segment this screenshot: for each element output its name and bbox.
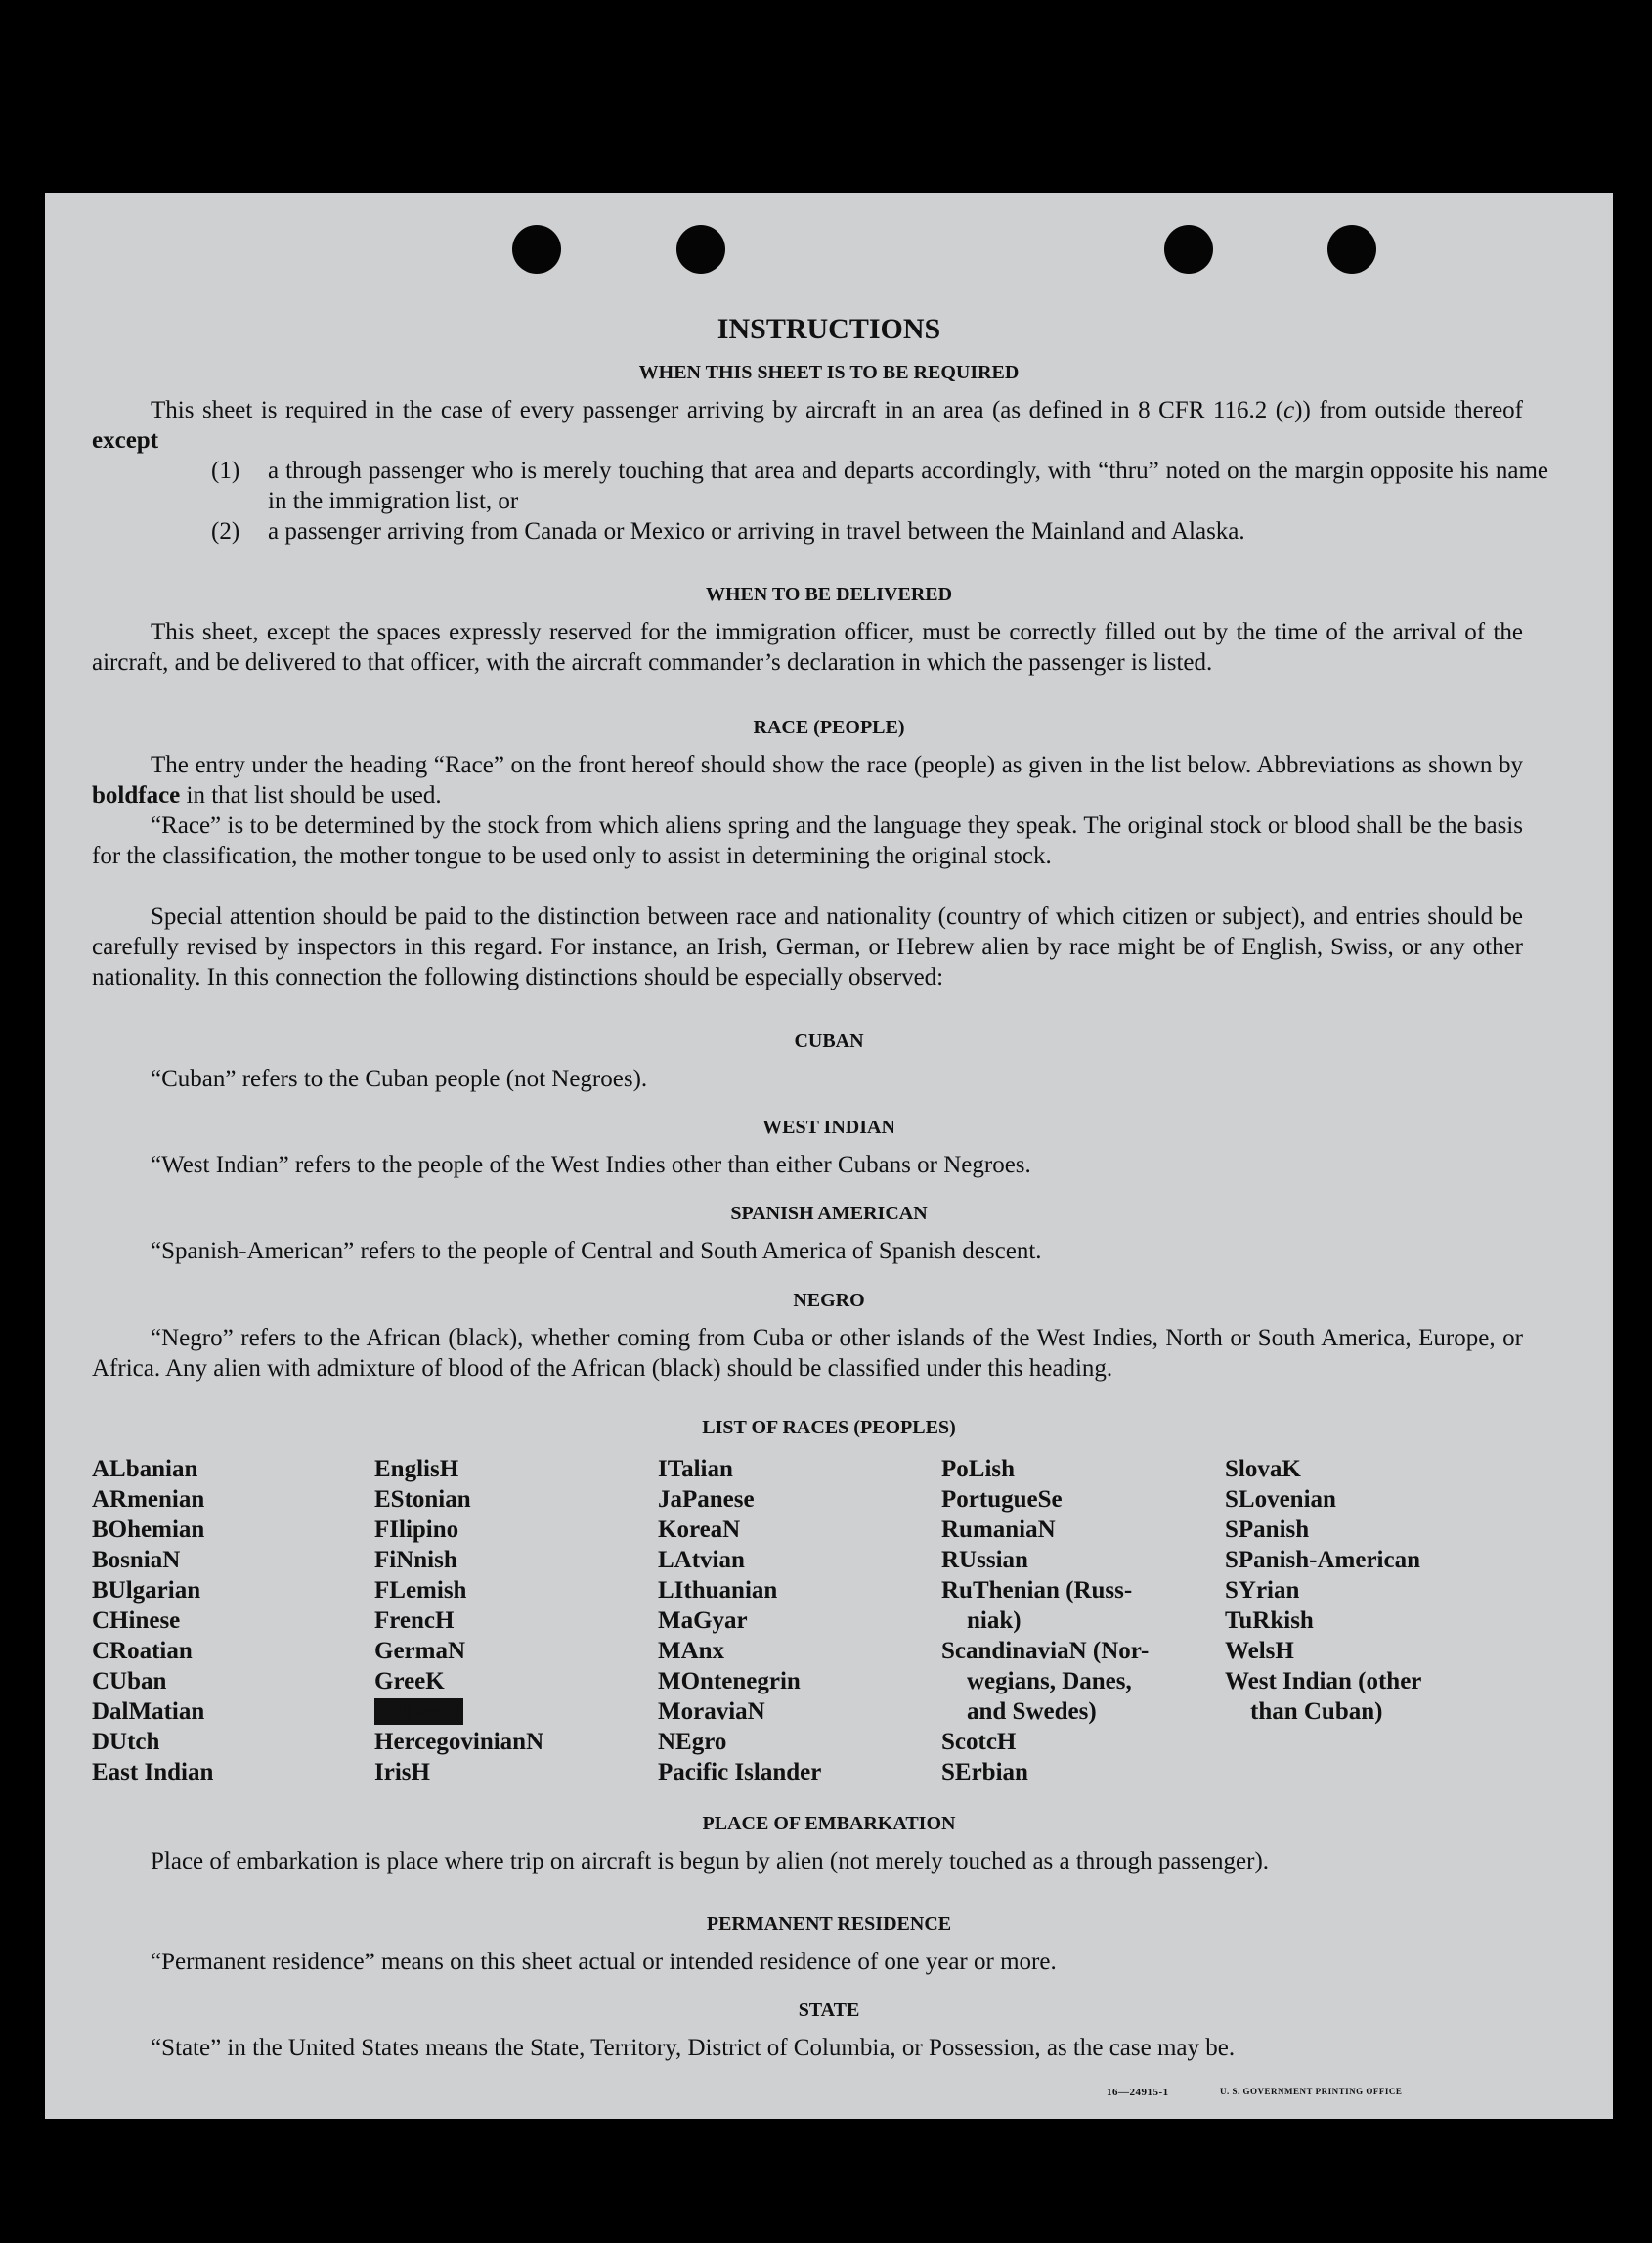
- race-list-item: ScotcH: [941, 1729, 1017, 1755]
- race-list-item: BosniaN: [92, 1547, 181, 1573]
- race-list-item: TuRkish: [1225, 1607, 1314, 1634]
- races-column-1: [92, 1454, 213, 1787]
- heading-negro: NEGRO: [793, 1290, 865, 1311]
- race-list-item: SLovenian: [1225, 1486, 1336, 1513]
- race-list-item: CRoatian: [92, 1638, 193, 1664]
- race-list-item: ALbanian: [92, 1456, 198, 1482]
- race-paragraph-3: Special attention should be paid to the distinction between race and nationality (country of which citizen or subject), and entries should be carefully revised by inspectors in this regard. For instance, an Irish, German, or Hebrew alien by race might be of English, Swiss, or any other nationality. In this connection the following distinctions should be especially observed:: [92, 903, 1523, 990]
- west-indian-text: “West Indian” refers to the people of the West Indies other than either Cubans or Negroes.: [151, 1152, 1031, 1178]
- race-list-item: FIlipino: [374, 1517, 459, 1543]
- races-column-2: [374, 1454, 543, 1787]
- race-list-item: RUssian: [941, 1547, 1028, 1573]
- race-list-item: ARmenian: [92, 1486, 205, 1513]
- heading-race: RACE (PEOPLE): [753, 717, 905, 738]
- heading-when-required: WHEN THIS SHEET IS TO BE REQUIRED: [638, 362, 1020, 383]
- race-list-item: SErbian: [941, 1759, 1028, 1785]
- race-list-item: GreeK: [374, 1668, 445, 1694]
- heading-embarkation: PLACE OF EMBARKATION: [702, 1813, 956, 1834]
- race-list-item: IrisH: [374, 1759, 430, 1785]
- race-list-item: WelsH: [1225, 1638, 1294, 1664]
- race-list-item: PoLish: [941, 1456, 1016, 1482]
- punch-hole: [1164, 225, 1213, 274]
- race-list-item: DalMatian: [92, 1698, 205, 1725]
- negro-text: “Negro” refers to the African (black), whether coming from Cuba or other islands of the West Indies, North or South America, Europe, or Africa. Any alien with admixture of blood of the African (black) should be classified under this heading.: [92, 1325, 1523, 1382]
- race-list-item: and Swedes): [967, 1698, 1097, 1725]
- heading-when-delivered: WHEN TO BE DELIVERED: [705, 584, 953, 605]
- when-delivered-text: This sheet, except the spaces expressly reserved for the immigration officer, must be correctly filled out by the time of the arrival of the aircraft, and be delivered to that officer, with the aircraft commander’s declaration in which the passenger is listed.: [92, 619, 1523, 676]
- races-column-4: [941, 1454, 1149, 1787]
- race-list-item: LIthuanian: [658, 1577, 778, 1604]
- race-list-item: HebreW: [374, 1698, 464, 1725]
- heading-spanish-american: SPANISH AMERICAN: [730, 1203, 928, 1224]
- race-list-item: than Cuban): [1250, 1698, 1383, 1725]
- race-list-item: Pacific Islander: [658, 1759, 822, 1785]
- race-list-item: HercegovinianN: [374, 1729, 544, 1755]
- heading-state: STATE: [798, 2000, 860, 2021]
- race-list-item: EnglisH: [374, 1456, 459, 1482]
- race-list-item: CHinese: [92, 1607, 181, 1634]
- races-column-3: [658, 1454, 821, 1787]
- race-list-item: ITalian: [658, 1456, 733, 1482]
- race-list-item: RuThenian (Russ-: [941, 1577, 1133, 1604]
- cuban-text: “Cuban” refers to the Cuban people (not Negroes).: [151, 1066, 648, 1092]
- race-list-item: BUlgarian: [92, 1577, 201, 1604]
- race-paragraph-1: The entry under the heading “Race” on the front hereof should show the race (people) as given in the list below. Abbreviations as shown by boldface in that list should be used.: [92, 752, 1523, 809]
- race-list-item: JaPanese: [658, 1486, 755, 1513]
- embarkation-text: Place of embarkation is place where trip on aircraft is begun by alien (not merely touched as a through passenger).: [151, 1848, 1270, 1874]
- punch-hole: [676, 225, 725, 274]
- race-list-item: BOhemian: [92, 1517, 205, 1543]
- race-list-item: MaGyar: [658, 1607, 748, 1634]
- punch-hole: [512, 225, 561, 274]
- race-list-item: niak): [967, 1607, 1022, 1634]
- race-list-item: East Indian: [92, 1759, 214, 1785]
- heading-cuban: CUBAN: [794, 1031, 864, 1052]
- race-list-item: West Indian (other: [1225, 1668, 1422, 1694]
- document-sheet: INSTRUCTIONS WHEN THIS SHEET IS TO BE REQUIRED This sheet is required in the case of every passenger arriving by aircraft in an area (as defined in 8 CFR 116.2 (c)) from outside thereof except (1) a through passenger who is merely touching that area and departs accordingly, with “thru” noted on the margin opposite his name in the immigration list, or (2) a passenger arriving from Canada or Mexico or arriving in travel between the Mainland and Alaska. WHEN TO BE DELIVERED This sheet, except the spaces expressly reserved for the immigration officer, must be correctly filled out by the time of the arrival of the aircraft, and be delivered to that officer, with the aircraft commander’s declaration in which the passenger is listed. RACE (PEOPLE) The entry under the heading “Race” on the front hereof should show the race (people) as given in the list below. Abbreviations as shown by boldface in that list should be used. “Race” is to be determined by the stock from which aliens spring and the language they speak. The original stock or blood shall be the basis for the classification, the mother tongue to be used only to assist in determining the original stock. Special attention should be paid to the distinction between race and nationality (country of which citizen or subject), and entries should be carefully revised by inspectors in this regard. For instance, an Irish, German, or Hebrew alien by race might be of English, Swiss, or any other nationality. In this connection the following distinctions should be especially observed: CUBAN “Cuban” refers to the Cuban people (not Negroes). WEST INDIAN “West Indian” refers to the people of the West Indies other than either Cubans or Negroes. SPANISH AMERICAN “Spanish-American” refers to the people of Central and South America of Spanish descent. NEGRO “Negro” refers to the African (black), whether coming from Cuba or other islands of the West Indies, North or South America, Europe, or Africa. Any alien with admixture of blood of the African (black) should be classified under this heading. LIST OF RACES (PEOPLES) ALbanian ARmenian BOhemian BosniaN BUlgarian CHinese CRoatian CUban DalMatian DUtch East Indian EnglisH EStonian FIlipino FiNnish FLemish FrencH GermaN GreeK HebreW HercegovinianN IrisH ITalian JaPanese KoreaN LAtvian LIthuanian MaGyar MAnx MOntenegrin MoraviaN NEgro Pacific Islander PoLish PortugueSe RumaniaN RUssian RuThenian (Russ- niak) ScandinaviaN (Nor- wegians, Danes, and Swedes) ScotcH SErbian SlovaK SLovenian SPanish SPanish-American SYrian TuRkish WelsH West Indian (other than Cuban) PLACE OF EMBARKATION Place of embarkation is place where trip on aircraft is begun by alien (not merely touched as a through passenger). PERMANENT RESIDENCE “Permanent residence” means on this sheet actual or intended residence of one year or more. STATE “State” in the United States means the State, Territory, District of Columbia, or Possession, as the case may be. 16—24915-1 U. S. GOVERNMENT PRINTING OFFICE: [45, 193, 1613, 2119]
- punch-hole: [1327, 225, 1376, 274]
- race-list-item: SYrian: [1225, 1577, 1300, 1604]
- heading-list-of-races: LIST OF RACES (PEOPLES): [702, 1417, 956, 1438]
- race-list-item: EStonian: [374, 1486, 471, 1513]
- residence-text: “Permanent residence” means on this sheet actual or intended residence of one year or more.: [151, 1949, 1057, 1975]
- race-list-item: PortugueSe: [941, 1486, 1063, 1513]
- race-list-item: MoraviaN: [658, 1698, 765, 1725]
- race-list-item: FrencH: [374, 1607, 455, 1634]
- race-list-item: GermaN: [374, 1638, 466, 1664]
- race-list-item: CUban: [92, 1668, 167, 1694]
- heading-west-indian: WEST INDIAN: [762, 1117, 895, 1138]
- race-list-item: NEgro: [658, 1729, 727, 1755]
- race-paragraph-2: “Race” is to be determined by the stock from which aliens spring and the language they speak. The original stock or blood shall be the basis for the classification, the mother tongue to be used only to assist in determining the original stock.: [92, 813, 1523, 869]
- race-list-item: SPanish: [1225, 1517, 1310, 1543]
- race-list-item: FiNnish: [374, 1547, 457, 1573]
- race-list-item: FLemish: [374, 1577, 467, 1604]
- race-list-item: wegians, Danes,: [967, 1668, 1132, 1694]
- state-text: “State” in the United States means the State, Territory, District of Columbia, or Possession, as the case may be.: [151, 2035, 1236, 2061]
- race-list-item: DUtch: [92, 1729, 160, 1755]
- when-required-intro: This sheet is required in the case of every passenger arriving by aircraft in an area (as defined in 8 CFR 116.2 (c)) from outside thereof except: [92, 397, 1523, 454]
- race-list-item: MOntenegrin: [658, 1668, 801, 1694]
- race-list-item: ScandinaviaN (Nor-: [941, 1638, 1150, 1664]
- race-list-item: LAtvian: [658, 1547, 745, 1573]
- page-title: INSTRUCTIONS: [717, 313, 941, 345]
- race-list-item: SPanish-American: [1225, 1547, 1420, 1573]
- race-list-item: RumaniaN: [941, 1517, 1056, 1543]
- printer-imprint: U. S. GOVERNMENT PRINTING OFFICE: [1220, 2087, 1403, 2096]
- form-number: 16—24915-1: [1107, 2087, 1169, 2098]
- race-list-item: SlovaK: [1225, 1456, 1301, 1482]
- race-list-item: KoreaN: [658, 1517, 741, 1543]
- heading-permanent-residence: PERMANENT RESIDENCE: [706, 1913, 952, 1935]
- spanish-american-text: “Spanish-American” refers to the people of Central and South America of Spanish descent.: [151, 1238, 1042, 1264]
- races-column-5: [1225, 1454, 1421, 1727]
- race-list-item: MAnx: [658, 1638, 725, 1664]
